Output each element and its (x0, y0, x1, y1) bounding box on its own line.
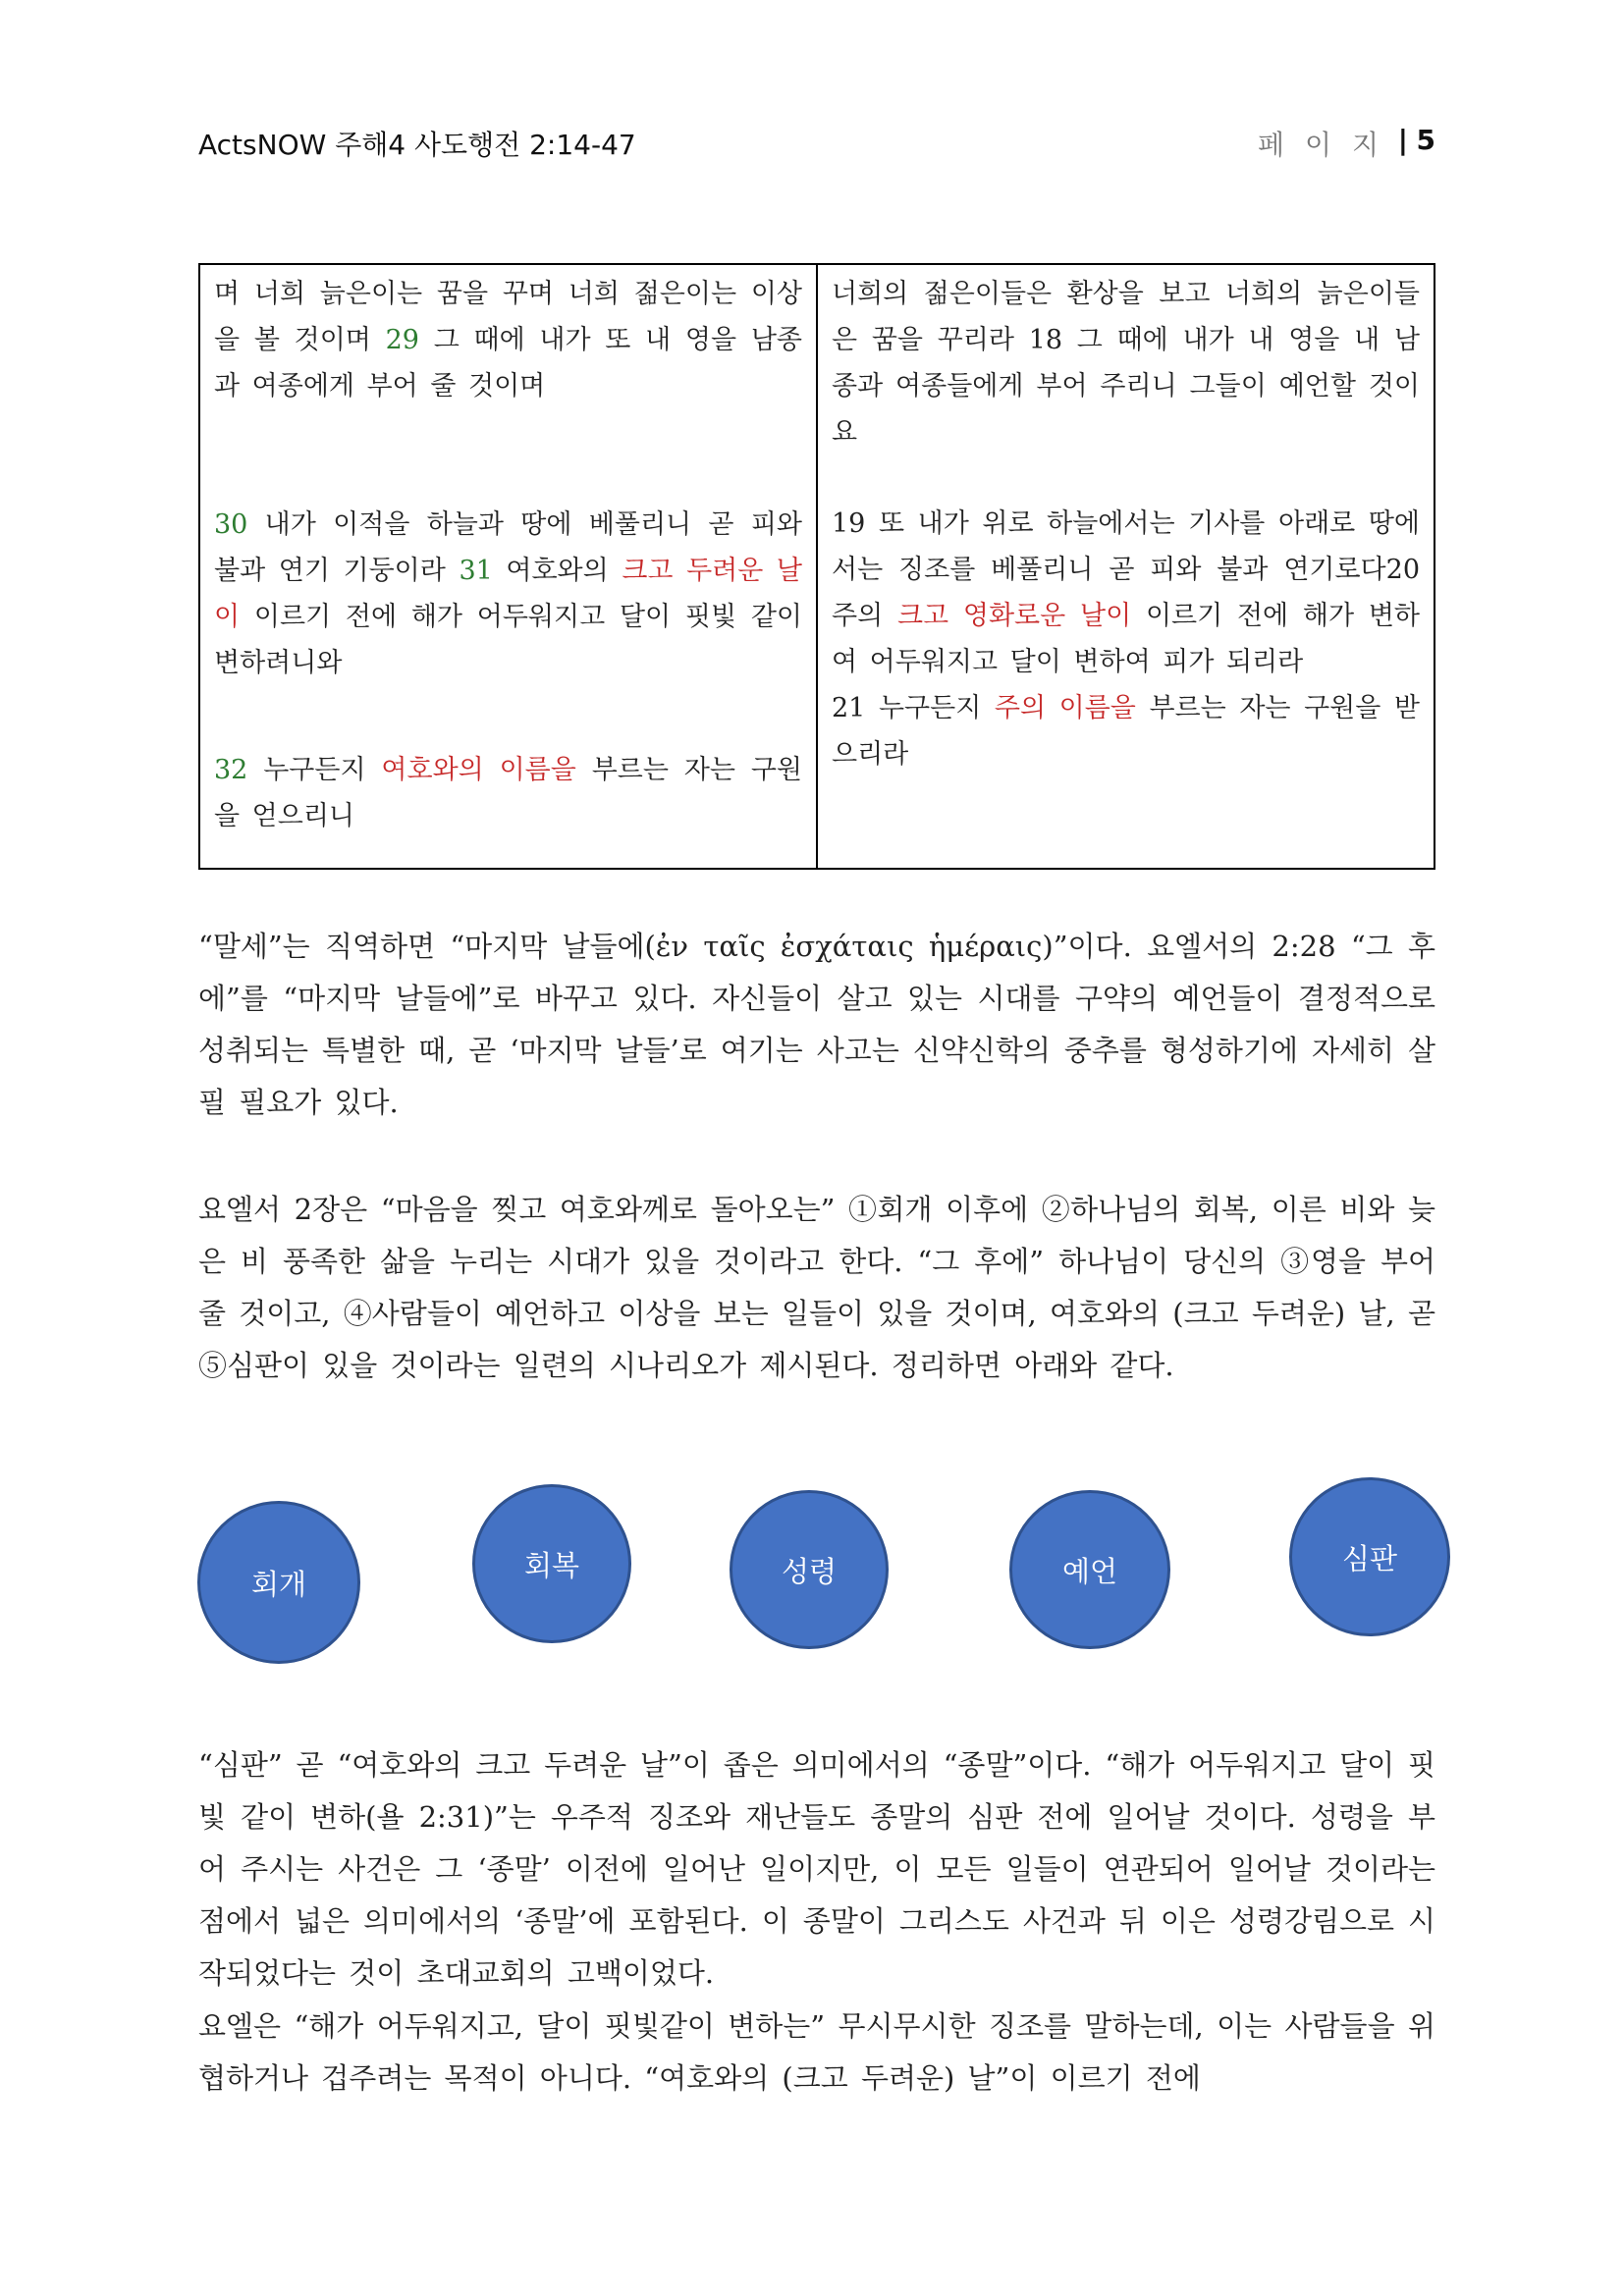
paragraph-judgment: “심판” 곧 “여호와의 크고 두려운 날”이 좁은 의미에서의 “종말”이다. “해가 어두워지고 달이 핏빛 같이 변하(욜 2:31)”는 우주적 징조와 재난들도 종말의 심판 전에 일어날 것이다. 성령을 부어 주시는 사건은 그 ‘종말’ 이전에 일어난 일이지만, 이 모든 일들이 연관되어 일어날 것이라는 점에서 넓은 의미에서의 ‘종말’에 포함된다. 이 종말이 그리스도 사건과 뒤 이은 성령강림으로 시작되었다는 것이 초대교회의 고백이었다. (198, 1748, 1435, 1990)
paragraph-joel-scenario: 요엘서 2장은 “마음을 찢고 여호와께로 돌아오는” ①회개 이후에 ②하나님의 회복, 이른 비와 늦은 비 풍족한 삶을 누리는 시대가 있을 것이라고 한다. “그 후에” 하나님이 당신의 ③영을 부어줄 것이고, ④사람들이 예언하고 이상을 보는 일들이 있을 것이며, 여호와의 (크고 두려운) 날, 곧 ⑤심판이 있을 것이라는 일련의 시나리오가 제시된다. 정리하면 아래와 같다. (198, 1193, 1435, 1382)
verse-number-29: 29 (385, 325, 419, 355)
left-text-1b: 그 때에 내가 또 내 영을 남종과 여종에게 부어 줄 것이며 (214, 325, 802, 401)
right-column-acts (817, 264, 1435, 869)
left-text-2a: 내가 이적을 하늘과 땅에 베풀리니 곧 피와 불과 연기 기둥이라 (214, 509, 802, 586)
right-para-2 (832, 501, 1420, 685)
left-para-3 (214, 747, 802, 839)
spacer (214, 409, 802, 502)
verse-number-32: 32 (214, 755, 248, 785)
left-text-1a: 며 너희 늙은이는 꿈을 꾸며 너희 젊은이는 이상을 볼 것이며 (214, 279, 802, 355)
spacer (832, 455, 1420, 501)
verse-number-30: 30 (214, 509, 248, 540)
right-para-1: 너희의 젊은이들은 환상을 보고 너희의 늙은이들은 꿈을 꾸리라 18 그 때에 내가 내 영을 내 남종과 여종들에게 부어 주리니 그들이 예언할 것이요 (832, 279, 1420, 448)
verse-comparison-table (198, 263, 1435, 870)
left-text-2b: 여호와의 (492, 556, 623, 586)
right-text-3a: 21 누구든지 (832, 693, 995, 723)
left-para-1 (214, 271, 802, 409)
highlight-name-of-lord-acts: 주의 이름을 (994, 693, 1136, 723)
highlight-great-terrible-day: 크고 두려운 날이 (214, 556, 802, 632)
node-judgment: 심판 (1289, 1477, 1450, 1636)
page-label: 페 이 지 (1258, 129, 1384, 161)
left-text-3a: 누구든지 (247, 755, 382, 785)
left-column-joel (199, 264, 817, 869)
right-para-3 (832, 685, 1420, 777)
verse-number-31: 31 (459, 556, 493, 586)
left-text-2c: 이르기 전에 해가 어두워지고 달이 핏빛 같이 변하려니와 (214, 602, 802, 678)
page-separator: | (1397, 124, 1408, 156)
right-text-3b: 부르는 자는 구원을 받으리라 (832, 693, 1420, 770)
node-holy-spirit: 성령 (730, 1490, 889, 1649)
right-text-2b: 이르기 전에 해가 변하여 어두워지고 달이 변하여 피가 되리라 (832, 601, 1421, 677)
spacer (214, 686, 802, 747)
paragraph-last-days: “말세”는 직역하면 “마지막 날들에(ἐν ταῖς ἐσχάταις ἡμέραις)”이다. 요엘서의 2:28 “그 후에”를 “마지막 날들에”로 바꾸고 있다. 자신들이 살고 있는 시대를 구약의 예언들이 결정적으로 성취되는 특별한 때, 곧 ‘마지막 날들’로 여기는 사고는 신약신학의 중추를 형성하기에 자세히 살필 필요가 있다. (198, 930, 1435, 1119)
highlight-name-of-lord: 여호와의 이름을 (381, 755, 576, 785)
highlight-great-glorious-day: 크고 영화로운 날이 (896, 601, 1132, 631)
left-text-3b: 부르는 자는 구원을 얻으리니 (214, 755, 802, 831)
node-repentance: 회개 (197, 1501, 360, 1664)
right-text-2a: 19 또 내가 위로 하늘에서는 기사를 아래로 땅에서는 징조를 베풀리니 곧 피와 불과 연기로다20 주의 (832, 508, 1420, 631)
node-restoration: 회복 (472, 1484, 631, 1643)
document-title: ActsNOW 주해4 사도행전 2:14-47 (198, 129, 636, 161)
paragraph-signs: 요엘은 “해가 어두워지고, 달이 핏빛같이 변하는” 무시무시한 징조를 말하는데, 이는 사람들을 위협하거나 겁주려는 목적이 아니다. “여호와의 (크고 두려운) 날”이 이르기 전에 (198, 2009, 1435, 2095)
left-para-2 (214, 502, 802, 686)
node-prophecy: 예언 (1009, 1490, 1170, 1649)
page-number: 5 (1416, 124, 1435, 156)
page-header (198, 116, 1435, 167)
